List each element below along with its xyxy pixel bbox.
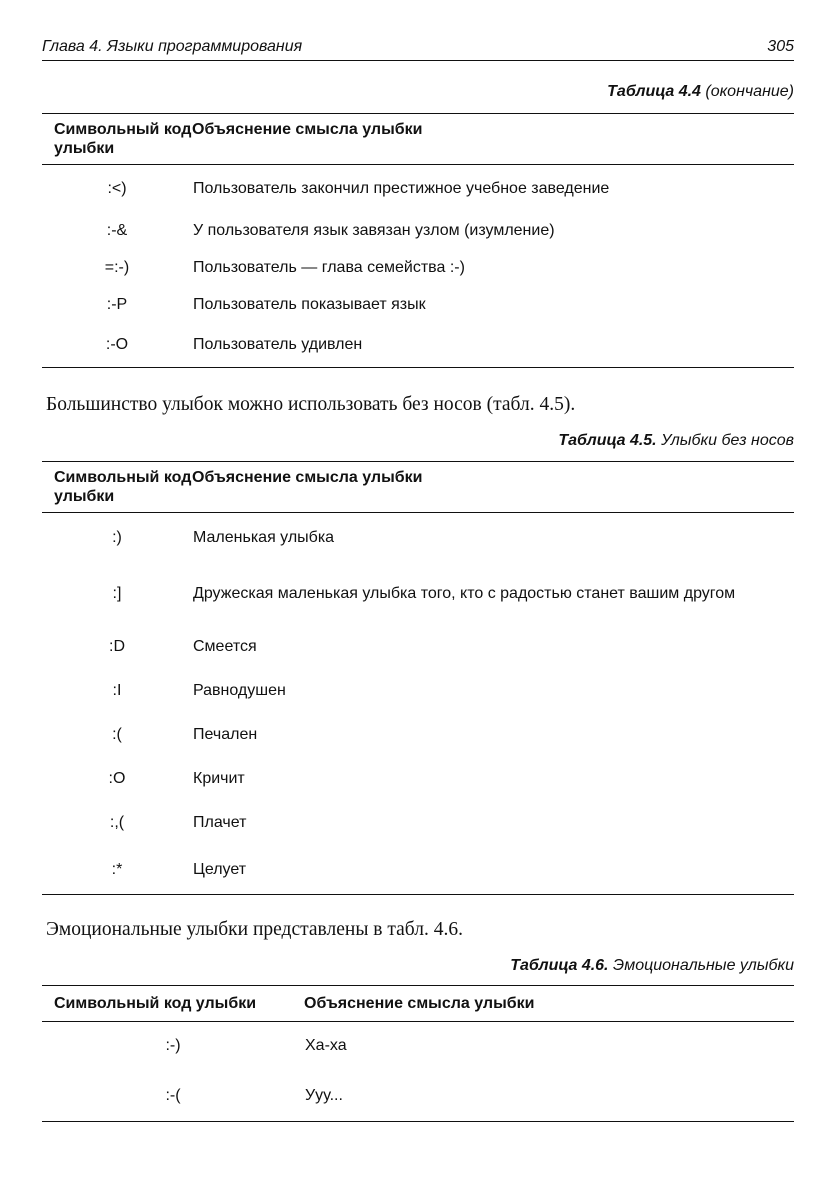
- column-header-description: Объяснение смысла улыбки: [304, 995, 535, 1012]
- smiley-description-cell: Ууу...: [305, 1086, 343, 1104]
- chapter-title: Глава 4. Языки программирования: [42, 38, 303, 55]
- smiley-description-cell: У пользователя язык завязан узлом (изумление): [193, 221, 555, 239]
- smiley-code-cell: :*: [111, 860, 123, 878]
- smiley-description-cell: Целует: [193, 860, 247, 878]
- column-header-description: Объяснение смысла улыбки: [192, 121, 423, 138]
- table-row: [42, 625, 794, 669]
- table-row: [42, 1022, 794, 1070]
- smiley-description-cell: Печален: [193, 726, 258, 743]
- column-header-description: Объяснение смысла улыбки: [192, 469, 423, 486]
- smiley-description-cell: Пользователь — глава семейства :-): [193, 258, 465, 276]
- table-row: [42, 323, 794, 368]
- column-header-code: Символьный код улыбки: [54, 121, 192, 157]
- table-row: [42, 212, 794, 249]
- smiley-code-cell: :-&: [106, 221, 128, 239]
- caption-label: Таблица 4.6.: [510, 957, 609, 974]
- smiley-code-cell: :(: [112, 726, 122, 743]
- table-header-row: [42, 986, 794, 1022]
- table-row: [42, 286, 794, 323]
- smiley-description-cell: Ха-ха: [305, 1037, 347, 1055]
- smiley-description-cell: Смеется: [193, 638, 257, 655]
- smiley-code-cell: :-(: [165, 1086, 181, 1104]
- smiley-description-cell: Пользователь закончил престижное учебное заведение: [193, 179, 610, 197]
- table-row: [42, 669, 794, 713]
- table-4-5: [42, 461, 794, 895]
- table-row: [42, 801, 794, 845]
- caption-text: (окончание): [700, 83, 794, 100]
- smiley-code-cell: :<): [107, 179, 127, 197]
- caption-label: Таблица 4.4: [607, 83, 701, 100]
- column-header-code: Символьный код улыбки: [54, 995, 257, 1012]
- table-row: [42, 845, 794, 895]
- smiley-description-cell: Равнодушен: [193, 682, 286, 699]
- caption-text: Улыбки без носов: [656, 432, 794, 449]
- smiley-code-cell: =:-): [104, 258, 130, 276]
- table-4-5-caption: [42, 432, 794, 450]
- smiley-code-cell: :-O: [105, 336, 129, 354]
- smiley-description-cell: Дружеская маленькая улыбка того, кто с радостью станет вашим другом: [193, 585, 736, 602]
- running-head: [42, 38, 794, 61]
- column-header-code: Символьный код улыбки: [54, 469, 192, 505]
- caption-label: Таблица 4.5.: [558, 432, 657, 449]
- smiley-code-cell: :-P: [106, 295, 128, 313]
- smiley-code-cell: :]: [112, 585, 122, 602]
- smiley-description-cell: Плачет: [193, 814, 247, 831]
- page-number: 305: [767, 38, 794, 55]
- table-4-6-caption: [42, 957, 794, 975]
- table-row: [42, 513, 794, 563]
- table-row: [42, 165, 794, 212]
- smiley-code-cell: :D: [109, 638, 125, 655]
- table-row: [42, 563, 794, 625]
- caption-text: Эмоциональные улыбки: [608, 957, 794, 974]
- table-header-row: [42, 462, 794, 513]
- smiley-code-cell: :-): [165, 1037, 181, 1055]
- table-row: [42, 757, 794, 801]
- table-4-4: [42, 113, 794, 368]
- smiley-code-cell: :I: [112, 682, 122, 699]
- smiley-code-cell: :O: [108, 770, 126, 787]
- table-4-4-caption: [42, 83, 794, 101]
- smiley-description-cell: Кричит: [193, 770, 245, 787]
- table-4-6: [42, 985, 794, 1122]
- smiley-description-cell: Пользователь показывает язык: [193, 295, 426, 313]
- smiley-code-cell: :): [112, 529, 122, 547]
- table-row: [42, 249, 794, 286]
- smiley-code-cell: :,(: [109, 814, 125, 831]
- paragraph: Большинство улыбок можно использовать без носов (табл. 4.5).: [46, 394, 576, 415]
- book-page: [42, 38, 794, 1122]
- smiley-description-cell: Маленькая улыбка: [193, 529, 335, 547]
- table-header-row: [42, 114, 794, 165]
- smiley-description-cell: Пользователь удивлен: [193, 336, 363, 354]
- table-row: [42, 713, 794, 757]
- table-row: [42, 1070, 794, 1122]
- paragraph: Эмоциональные улыбки представлены в табл. 4.6.: [46, 919, 463, 940]
